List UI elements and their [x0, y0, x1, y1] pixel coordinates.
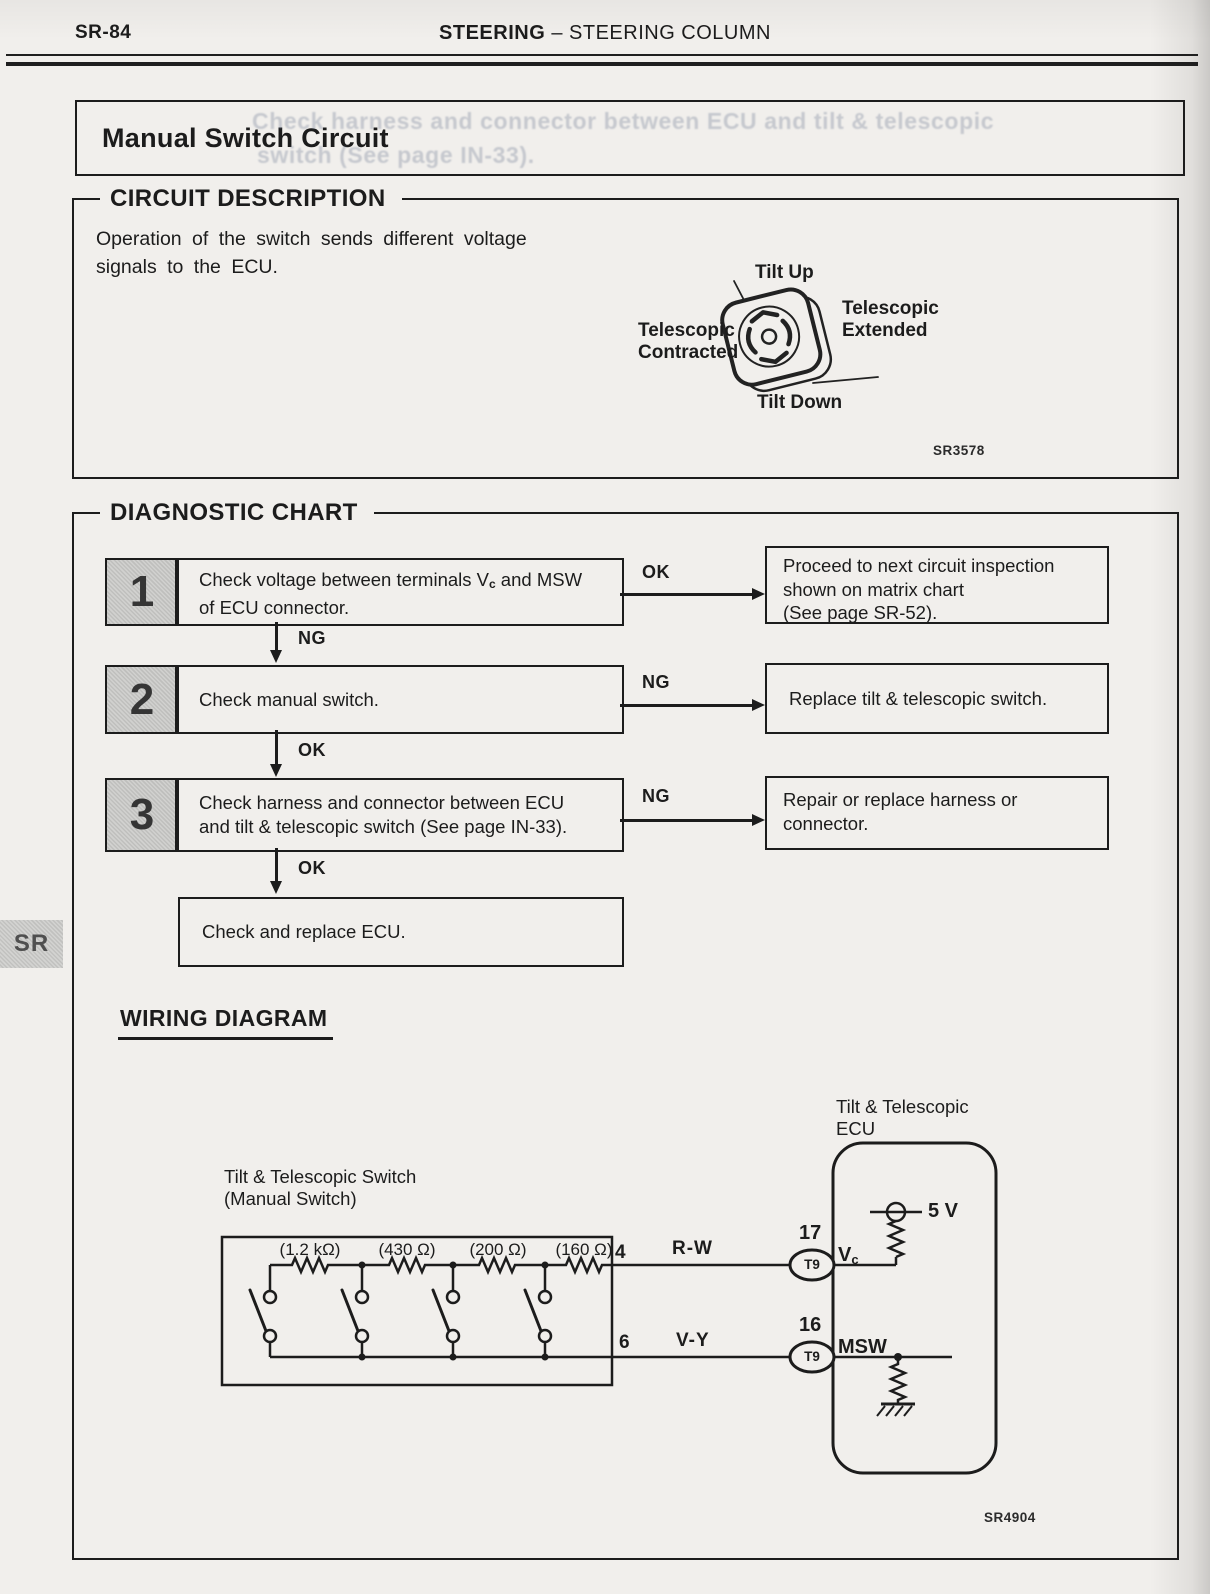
page-title-section: STEERING — [439, 22, 546, 44]
resistor-value-3: (200 Ω) — [469, 1240, 527, 1259]
switch-pin-6: 6 — [619, 1332, 630, 1353]
bleed-through-text: switch (See page IN-33). — [257, 142, 535, 168]
circuit-title: Manual Switch Circuit — [102, 122, 389, 153]
label-telescopic-extended: Telescopic Extended — [842, 298, 939, 341]
branch-label-ok-down-3: OK — [298, 858, 326, 878]
description-text-line2: signals to the ECU. — [96, 256, 278, 278]
figure-ref-sr4904: SR4904 — [984, 1510, 1036, 1525]
branch-label-ng-3: NG — [642, 786, 670, 806]
arrowhead-down-icon — [270, 650, 282, 663]
switch-pin-4: 4 — [615, 1242, 626, 1263]
resistor-value-1: (1.2 kΩ) — [279, 1240, 341, 1259]
resistor-chain-wire — [270, 1258, 834, 1272]
header-rule-thin — [6, 54, 1198, 56]
arrowhead-right-icon — [752, 814, 765, 826]
section-tab-sr: SR — [0, 920, 63, 968]
branch-label-ok-down-2: OK — [298, 740, 326, 760]
final-action-box: Check and replace ECU. — [178, 897, 624, 967]
label-tilt-up: Tilt Up — [755, 262, 814, 283]
flow-line-ng-2 — [620, 704, 752, 707]
flow-line-ng-down-1 — [275, 622, 278, 652]
page-title — [0, 22, 1210, 45]
arrowhead-right-icon — [752, 588, 765, 600]
header-rule-thick — [6, 62, 1198, 66]
circuit-description-heading: CIRCUIT DESCRIPTION — [100, 184, 402, 214]
step-2-number-box: 2 — [105, 665, 179, 734]
step-2-text: Check manual switch. — [199, 688, 379, 710]
flow-line-ok-down-2 — [275, 730, 278, 767]
wire-color-rw: R-W — [672, 1238, 713, 1259]
step-1-text: Check voltage between terminals Vc and MSW of ECU connector. — [199, 569, 583, 618]
step-3-number-box: 3 — [105, 778, 179, 852]
branch-label-ng-2: NG — [642, 672, 670, 692]
ecu-pin-17: 17 — [799, 1222, 822, 1244]
page-number: SR-84 — [75, 22, 132, 43]
step-3-box — [175, 778, 624, 852]
leader-line — [813, 377, 878, 383]
switch-label: Tilt & Telescopic Switch (Manual Switch) — [224, 1166, 417, 1209]
msw-pulldown-resistor — [835, 1357, 952, 1404]
branch-label-ng-down-1: NG — [298, 628, 326, 648]
ground-icon — [877, 1404, 915, 1416]
step-2-box — [175, 665, 624, 734]
wire-color-vy: V-Y — [676, 1330, 710, 1351]
bleed-through-text: Check harness and connector between ECU and tilt & telescopic — [252, 108, 995, 134]
flow-line-ok-down-3 — [275, 848, 278, 884]
circuit-title-box — [75, 100, 1185, 176]
contact-drops — [270, 1342, 545, 1357]
arrowhead-down-icon — [270, 764, 282, 777]
wiring-diagram-schematic — [210, 1090, 1010, 1490]
result-box-1: Proceed to next circuit inspection shown on matrix chart (See page SR-52). — [765, 546, 1109, 624]
step-3-text: Check harness and connector between ECU and tilt & telescopic switch (See page IN-33). — [199, 792, 568, 837]
flow-line-ng-3 — [620, 819, 752, 822]
switch-contacts — [264, 1291, 551, 1342]
step-1-number-box: 1 — [105, 558, 179, 626]
ecu-label: Tilt & Telescopic ECU — [836, 1096, 969, 1139]
ecu-outline — [833, 1143, 996, 1473]
result-box-3: Repair or replace harness or connector. — [765, 776, 1109, 850]
signal-vc: Vc — [838, 1244, 859, 1267]
ecu-pin-16: 16 — [799, 1314, 822, 1336]
supply-voltage-label: 5 V — [928, 1200, 959, 1222]
figure-ref-sr3578: SR3578 — [933, 443, 985, 458]
connector-name-t9-bottom: T9 — [804, 1349, 820, 1364]
step-1-box — [175, 558, 624, 626]
diagnostic-chart-heading: DIAGNOSTIC CHART — [100, 498, 374, 528]
resistor-value-4: (160 Ω) — [555, 1240, 613, 1259]
signal-msw: MSW — [838, 1336, 887, 1358]
flow-line-ok-1 — [620, 593, 752, 596]
arrowhead-right-icon — [752, 699, 765, 711]
wiring-diagram-heading: WIRING DIAGRAM — [118, 1005, 333, 1040]
branch-label-ok-1: OK — [642, 562, 670, 582]
description-text-line1: Operation of the switch sends different voltage — [96, 228, 527, 250]
label-tilt-down: Tilt Down — [757, 392, 843, 413]
connector-name-t9-top: T9 — [804, 1257, 820, 1272]
arrowhead-down-icon — [270, 881, 282, 894]
resistor-value-2: (430 Ω) — [378, 1240, 436, 1259]
switch-levers — [250, 1290, 541, 1331]
result-box-2: Replace tilt & telescopic switch. — [765, 663, 1109, 734]
label-telescopic-contracted: Telescopic Contracted — [638, 320, 739, 363]
page-title-subsection: – STEERING COLUMN — [551, 22, 771, 44]
